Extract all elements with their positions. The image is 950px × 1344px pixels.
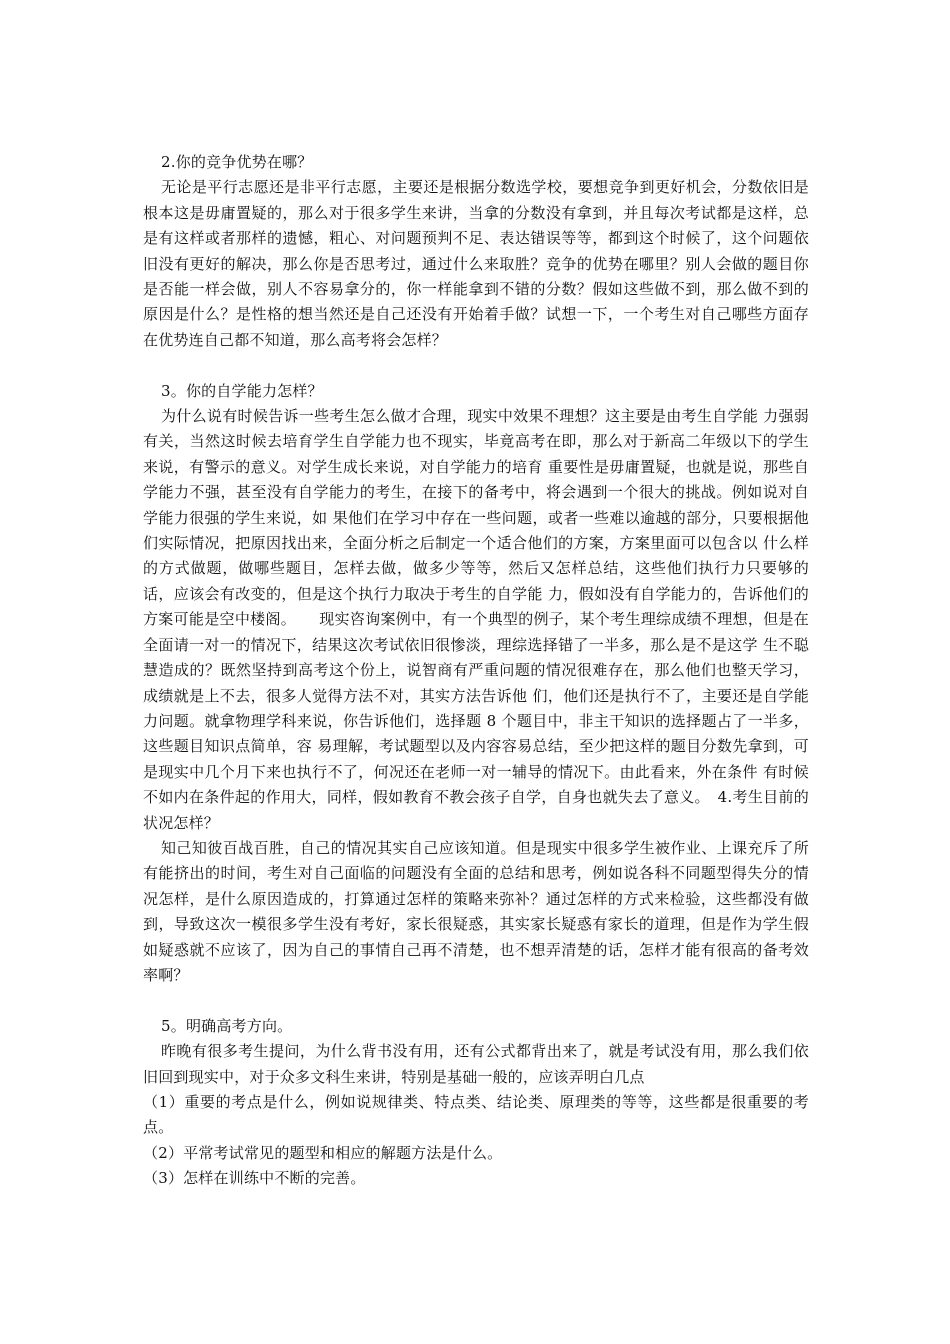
section-body-3: 为什么说有时候告诉一些考生怎么做才合理，现实中效果不理想？这主要是由考生自学能 力强弱有关，当然这时候去培育学生自学能力也不现实，毕竟高考在即，那么对于新高二年级以下的学生来说，有警示的意义。对学生成长来说，对自学能力的培育 重要性是毋庸置疑，也就是说，那些自学能力不强，甚至没有自学能力的考生，在接下的备考中，将会遇到一个很大的挑战。例如说对自学能力很强的学生来说，如 果他们在学习中存在一些问题，或者一些难以逾越的部分，只要根据他们实际情况，把原因找出来，全面分析之后制定一个适合他们的方案，方案里面可以包含以 什么样的方式做题，做哪些题目，怎样去做，做多少等等，然后又怎样总结，这些他们执行力只要够的话，应该会有改变的，但是这个执行力取决于考生的自学能 力，假如没有自学能力的，告诉他们的方案可能是空中楼阁。 现实咨询案例中，有一个典型的例子，某个考生理综成绩不理想，但是在全面请一对一的情况下，结果这次考试依旧很惨淡，理综选择错了一半多，那么是不是这学 生不聪慧造成的？既然坚持到高考这个份上，说智商有严重问题的情况很难存在，那么他们也整天学习，成绩就是上不去，很多人觉得方法不对，其实方法告诉他 们，他们还是执行不了，主要还是自学能力问题。就拿物理学科来说，你告诉他们，选择题 8 个题目中，非主干知识的选择题占了一半多，这些题目知识点简单，容 易理解，考试题型以及内容容易总结，至少把这样的题目分数先拿到，可是现实中几个月下来也执行不了，何况还在老师一对一辅导的情况下。由此看来，外在条件 有时候不如内在条件起的作用大，同样，假如教育不教会孩子自学，自身也就失去了意义。 4.考生目前的状况怎样？ [143,407,809,832]
section-body-4: 知己知彼百战百胜，自己的情况其实自己应该知道。但是现实中很多学生被作业、上课充斥了所有能挤出的时间，考生对自己面临的问题没有全面的总结和思考，例如说各科不同题型得失分的情况怎样，是什么原因造成的，打算通过怎样的策略来弥补？通过怎样的方式来检验，这些都没有做到，导致这次一模很多学生没有考好，家长很疑惑，其实家长疑惑有家长的道理，但是作为学生假如疑惑就不应该了，因为自己的事情自己再不清楚，也不想弄清楚的话，怎样才能有很高的备考效率啊？ [143,838,809,984]
section-heading-5: 5。明确高考方向。 [161,1016,293,1035]
list-item-2: （2）平常考试常见的题型和相应的解题方法是什么。 [143,1143,503,1162]
list-item-3: （3）怎样在训练中不断的完善。 [143,1169,366,1188]
spacer [143,353,809,378]
section-body-2: 无论是平行志愿还是非平行志愿，主要还是根据分数选学校，要想竞争到更好机会，分数依旧是根本这是毋庸置疑的，那么对于很多学生来讲，当拿的分数没有拿到，并且每次考试都是这样，总是有这样或者那样的遗憾，粗心、对问题预判不足、表达错误等等，都到这个时候了，这个问题依旧没有更好的解决，那么你是否思考过，通过什么来取胜？竞争的优势在哪里？别人会做的题目你是否能一样会做，别人不容易拿分的，你一样能拿到不错的分数？假如这些做不到，那么做不到的原因是什么？是性格的想当然还是自己还没有开始着手做？试想一下，一个考生对自己哪些方面存在优势连自己都不知道，那么高考将会怎样？ [143,178,809,349]
section-body-5: 昨晚有很多考生提问，为什么背书没有用，还有公式都背出来了，就是考试没有用，那么我们依旧回到现实中，对于众多文科生来讲，特别是基础一般的，应该弄明白几点 [143,1042,809,1086]
section-heading-3: 3。你的自学能力怎样？ [161,381,323,400]
section-heading-2: 2.你的竞争优势在哪？ [161,153,313,171]
document-body [143,150,809,1192]
spacer [143,988,809,1013]
list-item-1: （1）重要的考点是什么，例如说规律类、特点类、结论类、原理类的等等，这些都是很重要的考点。 [143,1093,809,1137]
